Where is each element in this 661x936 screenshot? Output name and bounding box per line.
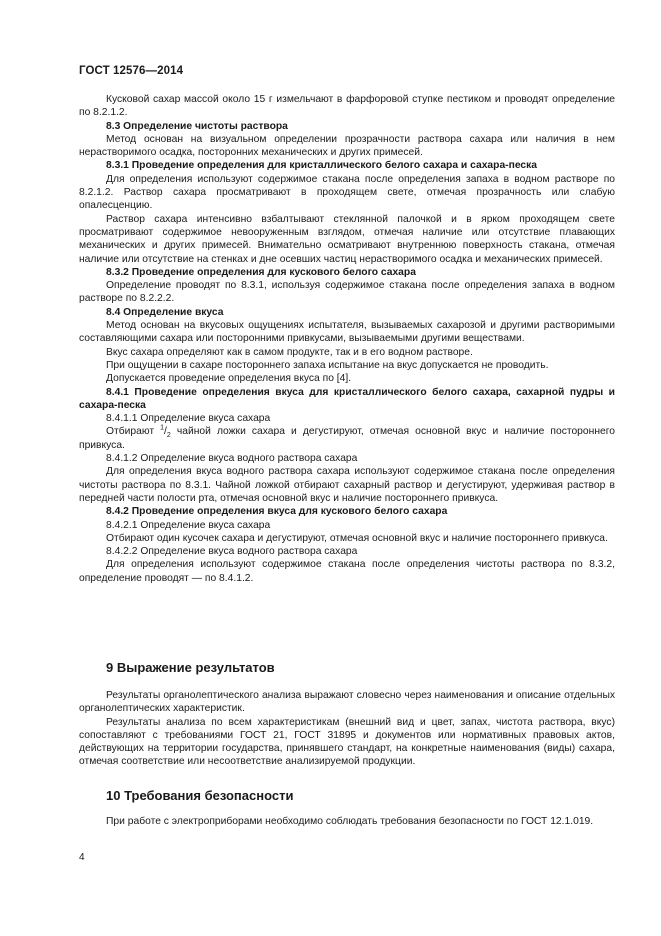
paragraph: Метод основан на вкусовых ощущениях испытателя, вызываемых сахарозой и другими растворимыми составляющими сахара или посторонними привкусами, вызываемыми другими веществами. bbox=[79, 320, 615, 345]
paragraph: Вкус сахара определяют как в самом продукте, так и в его водном растворе. bbox=[106, 346, 473, 358]
paragraph: Кусковой сахар массой около 15 г измельчают в фарфоровой ступке пестиком и проводят определение по 8.2.1.2. bbox=[79, 94, 615, 119]
fraction-post: чайной ложки сахара и дегустируют, отмечая основной вкус и наличие постороннего привкуса. bbox=[79, 426, 615, 451]
heading-8-4-2: 8.4.2 Проведение определения вкуса для кускового белого сахара bbox=[106, 506, 448, 518]
paragraph: Метод основан на визуальном определении прозрачности раствора сахара или наличия в нем нерастворимого осадка, посторонних механических и других примесей. bbox=[79, 133, 615, 159]
fraction-numerator: 1 bbox=[160, 425, 165, 432]
paragraph: При ощущении в сахаре постороннего запаха испытание на вкус допускается не проводить. bbox=[106, 359, 549, 371]
section-10-body bbox=[79, 815, 615, 828]
paragraph: Результаты анализа по всем характеристикам (внешний вид и цвет, запах, чистота раствора, вкус) сопоставляют с требованиями ГОСТ 21, ГОСТ 31895 и документов или нормативных правовых актов, действующих на территории государства, принявшего стандарт, на конкретные наименования (виды) сахара, отмечая соответствие или несоответствие анализируемой продукции. bbox=[79, 716, 615, 768]
heading-8-3: 8.3 Определение чистоты раствора bbox=[106, 120, 288, 132]
body-text-upper bbox=[79, 93, 615, 585]
heading-8-4-1: 8.4.1 Проведение определения вкуса для кристаллического белого сахара, сахарной пудры и сахара-песка bbox=[79, 386, 615, 411]
subheading-8-4-1-1: 8.4.1.1 Определение вкуса сахара bbox=[106, 413, 271, 425]
section-10-title: 10 Требования безопасности bbox=[106, 788, 294, 803]
document-header: ГОСТ 12576—2014 bbox=[79, 65, 184, 77]
page-number: 4 bbox=[79, 852, 85, 863]
paragraph: Для определения вкуса водного раствора сахара используют содержимое стакана после определения чистоты раствора по 8.3.1. Чайной ложкой отбирают сахарный раствор и дегустируют, удерживая раствор в передней части полости рта, отмечая основной вкус и наличие постороннего привкуса. bbox=[79, 466, 615, 504]
paragraph: Допускается проведение определения вкуса по [4]. bbox=[106, 373, 352, 385]
paragraph: Для определения используют содержимое стакана после определения чистоты раствора по 8.3.2, определение проводят — по 8.4.1.2. bbox=[79, 559, 615, 584]
paragraph-fraction bbox=[79, 425, 615, 452]
paragraph: Результаты органолептического анализа выражают словесно через наименования и описание отдельных органолептических характеристик. bbox=[79, 690, 615, 715]
section-9-body bbox=[79, 689, 615, 769]
paragraph: Раствор сахара интенсивно взбалтывают стеклянной палочкой и в ярком проходящем свете просматривают содержимое невооруженным взглядом, отмечая наличие или отсутствие плавающих механических и других примесей. Внимательно осматривают внутреннюю поверхность стакана, отмечая наличие или отсутствие на стенках и дне осевших частиц нерастворимого осадка и механических примесей. bbox=[79, 213, 615, 265]
heading-8-3-2: 8.3.2 Проведение определения для кускового белого сахара bbox=[106, 266, 416, 278]
fraction-denominator: 2 bbox=[166, 432, 171, 440]
paragraph: Отбирают один кусочек сахара и дегустируют, отмечая основной вкус и наличие постороннего привкуса. bbox=[106, 532, 608, 544]
fraction-slash: / bbox=[164, 426, 167, 438]
section-9-title: 9 Выражение результатов bbox=[106, 660, 275, 675]
subheading-8-4-2-2: 8.4.2.2 Определение вкуса водного раствора сахара bbox=[106, 546, 358, 558]
paragraph: Для определения используют содержимое стакана после определения запаха в водном растворе по 8.2.1.2. Раствор сахара просматривают в проходящем свете, отмечая прозрачность или слабую опалесценцию. bbox=[79, 173, 615, 212]
subheading-8-4-2-1: 8.4.2.1 Определение вкуса сахара bbox=[106, 519, 271, 531]
paragraph: При работе с электроприборами необходимо соблюдать требования безопасности по ГОСТ 12.1.019. bbox=[106, 816, 594, 827]
paragraph: Определение проводят по 8.3.1, используя содержимое стакана после определения запаха в водном растворе по 8.2.2.2. bbox=[79, 280, 615, 305]
heading-8-3-1: 8.3.1 Проведение определения для кристаллического белого сахара и сахара-песка bbox=[106, 160, 538, 172]
fraction-pre: Отбирают bbox=[106, 426, 161, 438]
subheading-8-4-1-2: 8.4.1.2 Определение вкуса водного раствора сахара bbox=[106, 453, 358, 465]
heading-8-4: 8.4 Определение вкуса bbox=[106, 306, 224, 318]
